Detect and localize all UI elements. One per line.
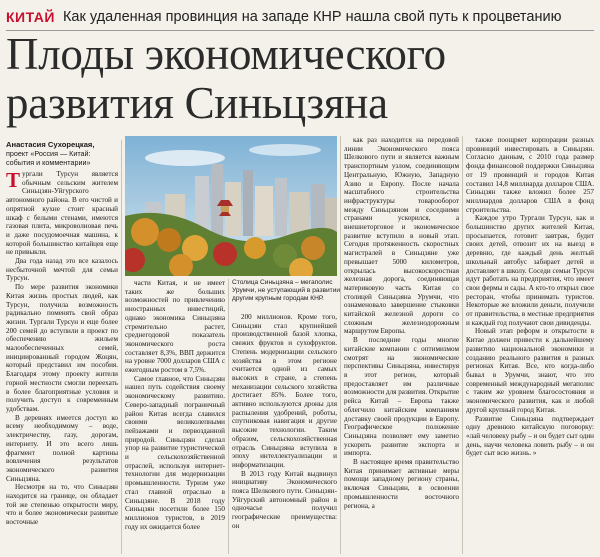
paragraph: Несмотря на то, что Синьцзян находится на границе, он обладает той же степенью открытости миру, что и более экономически развитые восточные	[6, 483, 118, 527]
paragraph: Новый этап реформ и открытости в Китае должен привести к дальнейшему развитию национальной экономики и созданию реального развития в разных регионах Китая. Все, кто когда-либо бывал в Урумчи, знают, что это современный международный мегаполис с таким же уровнем благосостояния и экономического развития, как и любой другой крупный город Китая.	[466, 327, 594, 414]
urumqi-skyline-image	[125, 136, 337, 276]
text-column-2	[125, 279, 225, 554]
column-divider	[121, 140, 122, 554]
headline-line-1: Плоды экономического	[6, 29, 446, 79]
paragraph: 200 миллионов. Кроме того, Синьцзян стал крупнейшей производственной базой хлопка, свежих фруктов и сухофруктов. Степень модернизации сельского хозяйства в этом регионе считается одной из самых высоких в стране, а степень механизации сельского хозяйства достигает 85%. Более того, активно используются дроны для распыления удобрений, роботы, спутниковая навигация и другие высокие технологии. Таким образом, сельскохозяйственная отрасль Синьцзяна вступила в эпоху интеллектуализации и информатизации.	[232, 313, 337, 469]
author-project: проект «Россия — Китай: события и комментарии»	[6, 149, 91, 167]
column-divider	[462, 136, 463, 554]
paragraph: Самое главное, что Синьцзян нашел путь содействия своему экономическому развитию. Северо-западный пограничный район Китая всегда славился своими великолепными пейзажами и первозданной природой. Синьцзян сделал упор на развитие туристической и сельскохозяйственной отраслей, используя интернет-технологии для модернизации промышленности. Туризм уже стал главной отраслью в Синьцзяне. В 2018 году Синьцзян посетили более 150 миллионов туристов, в 2019 году их ожидается более	[125, 374, 225, 531]
paragraph: По мере развития экономики Китая жизнь простых людей, как Турсун, получила возможность радикально поменять свой образ жизни. Тургали Турсун и еще более 200 семей до вступили в проект по обеспечению жильем малообеспеченных семей, инициированный городом Жоцян, который представил им пособия. Благодаря этому проекту жители горной местности смогли переехать в более благоприятные условия и получить доступ к современным удобствам.	[6, 283, 118, 413]
rubric-label: КИТАЙ	[6, 9, 55, 25]
paragraph: В настоящее время правительство Китая принимает активные меры помощи западному региону страны, включая Синьцзян, в освоении промышленности восточного региона, а	[344, 458, 459, 510]
author-name: Анастасия Сухорецкая,	[6, 140, 95, 149]
article-headline	[6, 30, 594, 128]
paragraph: В последние годы многие китайские компании с оптимизмом смотрят на экономические перспективы Синьцзяна, инвестируя в этот регион, который предоставляет им различные возможности для развития. Открытие рейса Китай – Европа также облегчило китайским компаниям доставку своей продукции в Европу. Географическое положение Синьцзяна позволяет ему заметно ускорить развитие экспорта и импорта.	[344, 336, 459, 458]
paragraph: Каждое утро Тургали Турсун, как и большинство других жителей Китая, просыпается, готовит завтрак, будит своих детей, отвозит их на выезд в деревню, где каждый день желтый школьный автобус забирает детей и доставляет в школу. Соседи семьи Турсун идут работать на предприятия, что имеет свои фермы и сады. А кто-то открыл свое ресторан, чтобы принимать туристов. Некоторые же вложили деньги, получили от правительства, в местные предприятия и каждый год получают свои дивиденды.	[466, 214, 594, 327]
byline	[6, 140, 118, 167]
paragraph: В деревнях имеется доступ ко всему необходимому – воде, электричеству, газу, дорогам, интернету. И это всего лишь фрагмент полной картины вовлечения результатов экономического развития Синьцзяна.	[6, 413, 118, 483]
section-header	[6, 4, 594, 31]
text-column-5	[466, 136, 594, 554]
paragraph: части Китая, и не имеет таких же больших возможностей по привлечению иностранных инвестиций, однако экономика Синьцзяна стремительно растет, среднегодовой показатель экономического роста составляет 8,3%, ВВП держится на уровне 7000 долларов США с ежегодным ростом в 7,5%.	[125, 279, 225, 375]
drop-cap: Т	[6, 170, 21, 192]
paragraph: Развитие Синьцзяна подтверждает одну древнюю китайскую поговорку: «лай человеку рыбу – и он будет сыт один день, научи человека ловить рыбу – и он будет сыт всю жизнь. »	[466, 414, 594, 458]
paragraph: Тургали Турсун является обычным сельским жителем Синьцзян-Уйгурского автономного района. В его чистой и опрятной кухне стоит красный шкаф с белыми стенами, имеются газовая плита, микроволновая печь и даже посудомоечная машина, к которой большинство китайцев еще не привыкли.	[6, 170, 118, 257]
photo-caption: Столица Синьцзяна – мегаполис Урумчи, не уступающий в развитии другим крупным городам КНР.	[232, 279, 341, 302]
headline-line-2: развития Синьцзяна	[6, 78, 388, 128]
paragraph: как раз находится на передовой линии Экономического пояса Шелкового пути и является важным транспортным узлом, соединяющим Центральную, Южную, Западную Азию и Европу. После начала масштабного строительства инфраструктуры товарооборот между Синьцзяном и соседними странами ускорился, а внешнеторговое и экономическое развитие вступило в новый этап. Сегодня протяженность скоростных магистралей в Синьцзяне уже превышает 5000 километров, открылась высокоскоростная железная дорога, соединяющая материковую часть Китая со столицей Синьцзяна Урумчи, что ознаменовало завершение стыковки китайской железной дороги со сложным железнодорожным маршрутом Европы.	[344, 136, 459, 336]
paragraph: также поощряет корпорации разных провинций инвестировать в Синьцзян. Согласно данным, с 2010 года размер фонда финансовой поддержки Синьцзяна от 19 провинций и городов Китая составил 14,8 миллиарда долларов США. Синьцзян также вложил более 257 миллиардов долларов США в фонд строительства.	[466, 136, 594, 214]
city-photo	[125, 136, 337, 276]
text-column-3	[232, 313, 337, 554]
column-divider	[228, 279, 229, 554]
text-column-1	[6, 170, 118, 554]
column-divider	[340, 136, 341, 554]
article-subtitle: Как удаленная провинция на западе КНР нашла свой путь к процветанию	[62, 9, 562, 25]
paragraph: Два года назад это все казалось несбыточной мечтой для семьи Турсун.	[6, 257, 118, 283]
text-column-4	[344, 136, 459, 554]
paragraph: В 2013 году Китай выдвинул инициативу Экономического пояса Шелкового пути. Синьцзян-Уйгурский автономный район в одночасье получил географические преимущества: он	[232, 469, 337, 530]
